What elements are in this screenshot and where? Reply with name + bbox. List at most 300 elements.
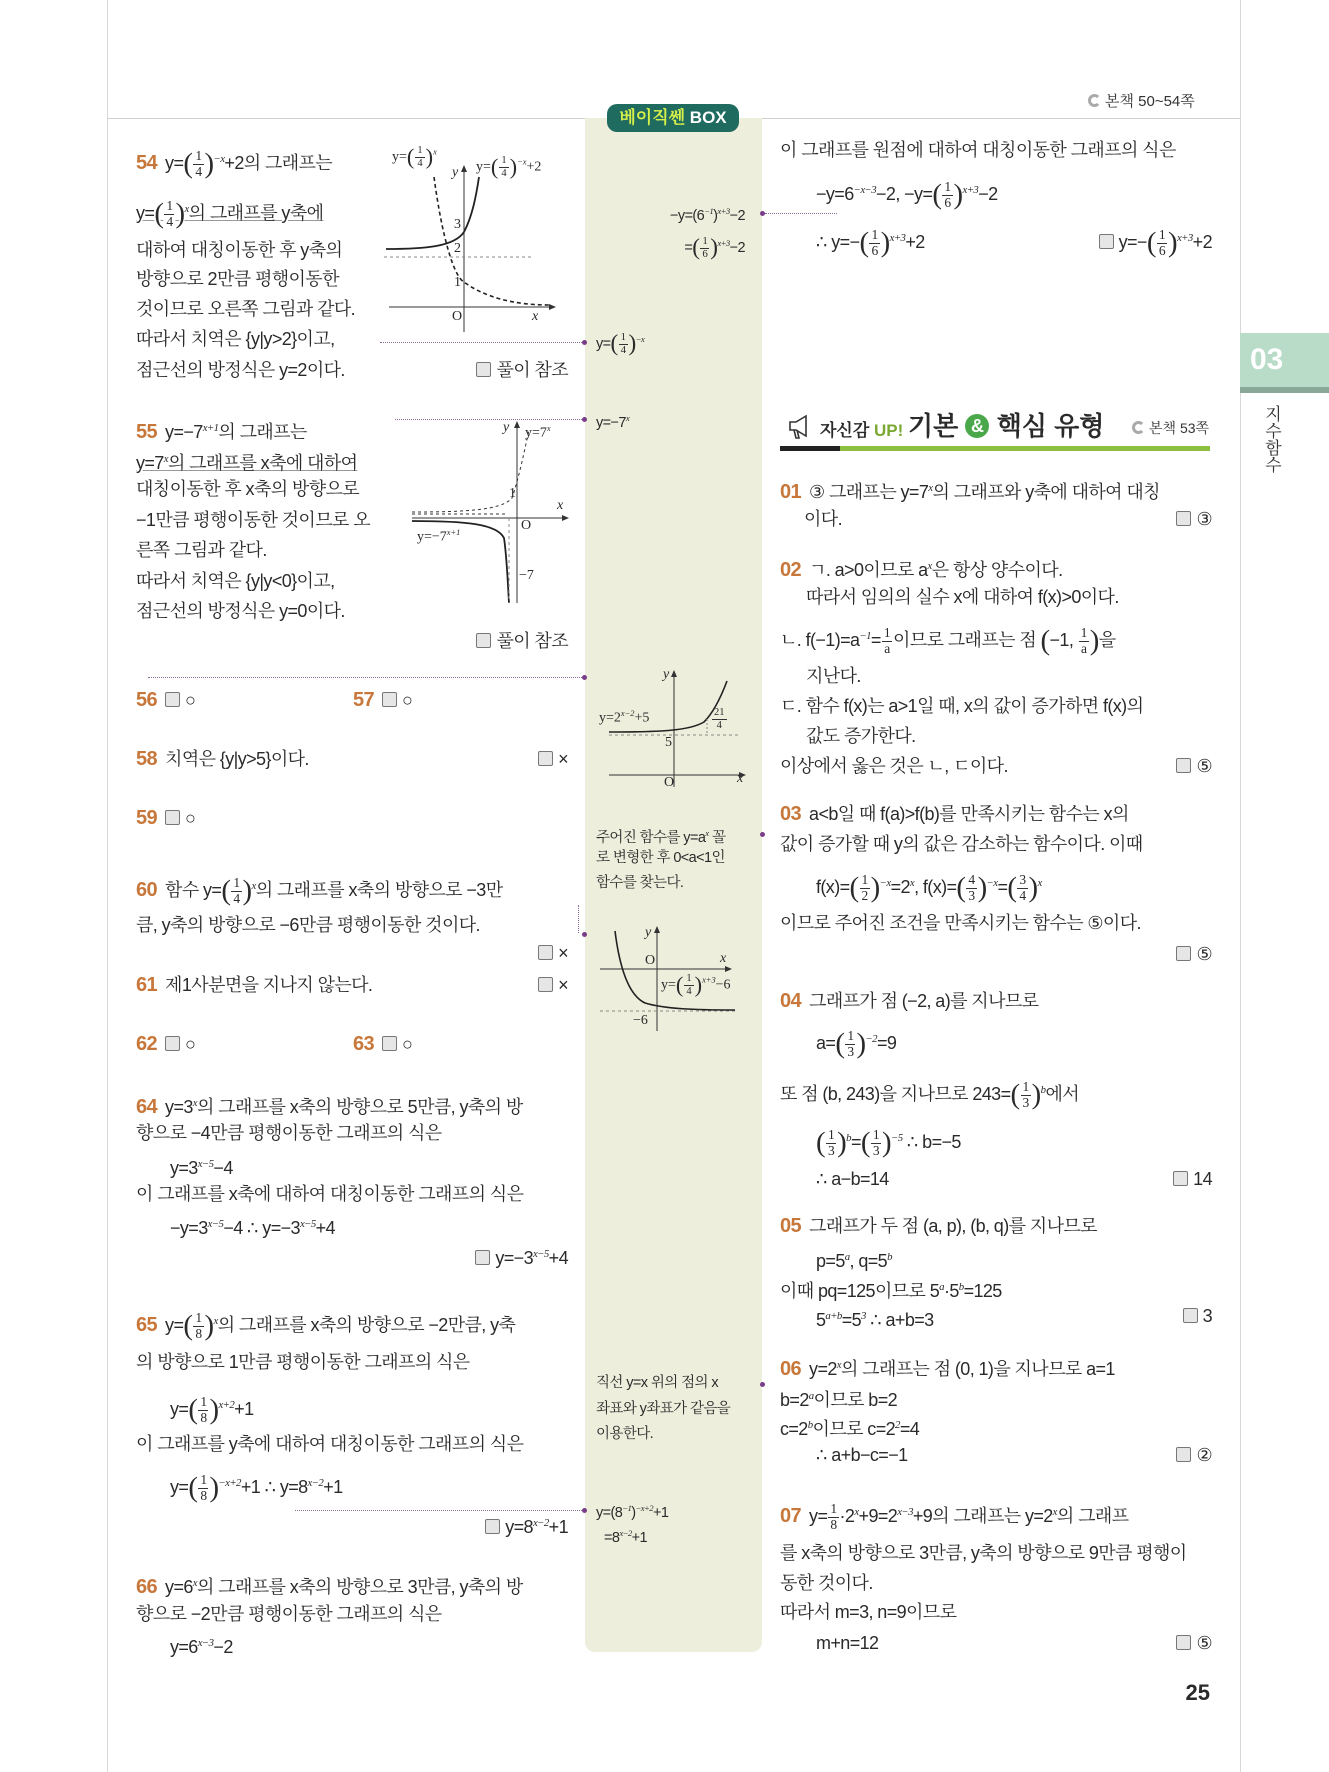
text: c=2 xyxy=(780,1419,808,1439)
exponent: x+3 xyxy=(717,238,730,248)
text: y= xyxy=(170,1477,189,1497)
denominator: 4 xyxy=(166,213,173,229)
text: 에서 xyxy=(1045,1084,1080,1104)
text: +2의 그래프는 xyxy=(224,153,333,173)
denominator: 4 xyxy=(417,157,423,169)
numerator: 1 xyxy=(871,226,878,242)
exponent: x−2 xyxy=(307,1477,324,1489)
text: +1 xyxy=(631,1529,647,1546)
denominator: 6 xyxy=(871,242,878,258)
answer-icon xyxy=(485,1519,500,1534)
text-line xyxy=(780,1274,1002,1304)
numerator: 1 xyxy=(620,330,626,343)
text-line xyxy=(780,1540,1187,1566)
text-line xyxy=(780,910,1141,936)
text: −2, −y= xyxy=(876,184,933,204)
text-line xyxy=(480,972,568,998)
text: ⑤ xyxy=(1196,756,1212,776)
problem-number: 02 xyxy=(780,559,802,581)
text-line xyxy=(417,528,460,546)
text-line xyxy=(170,1151,233,1181)
denominator: 6 xyxy=(1158,242,1165,258)
exponent: x−5 xyxy=(197,1158,214,1170)
text: 의 그래프를 x축의 방향으로 3만큼, y축의 방 xyxy=(196,1577,523,1597)
text: ③ xyxy=(1196,509,1212,529)
paren: ) xyxy=(694,972,703,998)
fraction xyxy=(193,1311,203,1342)
text: 값이 증가할 때 y의 값은 감소하는 함수이다. 이때 xyxy=(780,834,1143,854)
paren: ) xyxy=(1167,226,1177,259)
text: =125 xyxy=(963,1281,1002,1301)
text-line xyxy=(136,1120,442,1146)
text-line xyxy=(440,628,568,654)
fraction xyxy=(826,1128,836,1159)
text-line xyxy=(170,1392,253,1426)
exponent: x xyxy=(1052,1506,1057,1518)
paren: ( xyxy=(1146,226,1156,259)
problem-number: 05 xyxy=(780,1215,802,1237)
chapter-tab-bar xyxy=(1240,387,1329,393)
text: y= xyxy=(165,153,184,173)
text-line xyxy=(599,709,649,727)
text: , f(x)= xyxy=(914,877,957,897)
text-line xyxy=(136,326,335,352)
text: +1 ∴ y=8 xyxy=(240,1477,308,1497)
text: 은 항상 양수이다. xyxy=(931,560,1063,580)
graph-54: y=( $\frac{1}{4}$ )$^x$ y=( $\frac{1}{4}$ )$^{-x}$+2 y x O 1 2 3 xyxy=(384,147,569,342)
text-line xyxy=(780,1599,956,1625)
numerator: 1 xyxy=(417,145,423,156)
numerator: 1 xyxy=(702,234,708,247)
box-note-65 xyxy=(596,1497,668,1524)
text-line xyxy=(1120,753,1212,779)
exponent: x xyxy=(184,203,189,215)
problem-number: 04 xyxy=(780,990,802,1012)
text: ) xyxy=(713,207,718,224)
text-line xyxy=(596,1398,730,1420)
text-line xyxy=(596,847,725,869)
text-line xyxy=(780,475,1160,505)
text-line xyxy=(170,1211,335,1241)
exponent: −x+2 xyxy=(635,1503,653,1513)
fraction xyxy=(1021,1080,1031,1111)
paren: ) xyxy=(509,154,518,180)
text-line xyxy=(816,870,1042,904)
exponent: x xyxy=(705,828,709,838)
exponent: −x−3 xyxy=(853,184,877,196)
text: = xyxy=(997,877,1008,897)
text: −y=(6 xyxy=(670,207,705,224)
denominator: 8 xyxy=(200,1487,207,1503)
answer-icon xyxy=(538,945,553,960)
answer-icon xyxy=(165,1036,180,1051)
text: ○ xyxy=(402,690,413,710)
text: y=−3 xyxy=(495,1248,533,1268)
fraction xyxy=(845,1029,855,1060)
text-line xyxy=(596,872,683,894)
text-line xyxy=(170,1470,343,1504)
exponent: −5 xyxy=(891,1132,903,1144)
text-line xyxy=(596,1423,653,1445)
numerator: 1 xyxy=(1158,226,1165,242)
exponent: b xyxy=(846,1132,851,1144)
text: +4 xyxy=(315,1218,335,1238)
page-right-border xyxy=(1240,0,1241,1772)
text: =5 xyxy=(841,1310,862,1330)
denominator: 6 xyxy=(944,194,951,210)
answer-icon xyxy=(1176,1635,1191,1650)
exponent: −x xyxy=(517,157,527,167)
text: 이용한다. xyxy=(596,1426,654,1442)
numerator: 1 xyxy=(944,178,951,194)
denominator: 2 xyxy=(861,887,868,903)
text-line xyxy=(780,137,1176,163)
graph-55: $y=7^x$ $y=-7^{x+1}$ y x O 1 −7 xyxy=(407,418,572,608)
denominator: 4 xyxy=(686,985,692,997)
text: 의 그래프 xyxy=(1056,1506,1129,1526)
text: 제1사분면을 지나지 않는다. xyxy=(165,975,373,995)
text: y= xyxy=(392,149,407,165)
answer-icon xyxy=(476,362,491,377)
text-line xyxy=(1120,1442,1212,1468)
text: ∴ y=− xyxy=(816,232,860,252)
text: 따라서 치역은 {y|y>2}이고, xyxy=(136,329,335,349)
numerator: 1 xyxy=(501,155,507,166)
text: −2 xyxy=(729,207,745,224)
paren: ( xyxy=(183,147,193,180)
exponent: x+3 xyxy=(702,975,716,985)
answer-icon xyxy=(1176,758,1191,773)
box-graph-61: y=( $\frac{1}{4}$ )$^{x+3}$−6 −6 y x O xyxy=(595,921,760,1036)
text: ○ xyxy=(402,1034,413,1054)
text-line xyxy=(136,1349,470,1375)
text-line xyxy=(1120,1166,1212,1192)
text: ·2 xyxy=(839,1506,855,1526)
paren: ) xyxy=(628,330,636,357)
exponent: −2 xyxy=(865,1033,877,1045)
text-line xyxy=(816,1166,889,1192)
text-line xyxy=(806,584,1119,610)
text: ∴ a+b−c=−1 xyxy=(816,1445,908,1465)
text-line xyxy=(136,537,267,563)
paren: ( xyxy=(849,871,859,904)
text: 동한 것이다. xyxy=(780,1573,873,1593)
exponent: x xyxy=(192,1577,197,1589)
exponent: −x xyxy=(635,334,645,344)
text: ○ xyxy=(185,690,196,710)
text-line xyxy=(661,973,731,997)
text: +9=2 xyxy=(858,1506,898,1526)
text: 14 xyxy=(1193,1169,1212,1189)
numerator: 1 xyxy=(1080,624,1087,640)
text-line xyxy=(780,1499,1128,1533)
exponent: a xyxy=(808,1390,814,1402)
numerator: 4 xyxy=(968,871,975,887)
paren: ) xyxy=(953,178,963,211)
problem-number: 64 xyxy=(136,1096,158,1118)
fraction xyxy=(712,707,727,731)
text: 이 그래프를 y축에 대하여 대칭이동한 그래프의 식은 xyxy=(136,1434,524,1454)
text-line xyxy=(525,424,551,442)
text: +9의 그래프는 y=2 xyxy=(912,1506,1053,1526)
text: 른쪽 그림과 같다. xyxy=(136,540,267,560)
chapter-tab-number[interactable]: 03 xyxy=(1240,333,1329,387)
text: ⑤ xyxy=(1196,944,1212,964)
problem-number: 07 xyxy=(780,1505,802,1527)
ref-icon xyxy=(1088,94,1101,107)
text-line xyxy=(136,568,335,594)
text: =4 xyxy=(899,1419,920,1439)
text: y=3 xyxy=(165,1097,193,1117)
numerator: 1 xyxy=(195,1309,202,1325)
text: 이므로 그래프는 점 xyxy=(893,630,1041,650)
fraction xyxy=(882,626,892,657)
exponent: x+3 xyxy=(717,206,730,216)
denominator: 3 xyxy=(1022,1094,1029,1110)
text: −2 xyxy=(213,1637,233,1657)
fraction xyxy=(700,236,709,261)
text-line xyxy=(136,1181,523,1207)
exponent: x xyxy=(192,1097,197,1109)
problem-56 xyxy=(136,687,195,713)
text-line xyxy=(136,266,339,292)
text-line xyxy=(136,1308,515,1342)
text: +1 xyxy=(323,1477,343,1497)
problem-58 xyxy=(136,746,309,772)
numerator: 1 xyxy=(830,1500,837,1516)
text: y= xyxy=(476,159,491,175)
text: +2 xyxy=(1192,232,1212,252)
problem-number: 56 xyxy=(136,689,158,711)
paren: ( xyxy=(406,144,415,170)
text: y= xyxy=(170,1399,189,1419)
fraction xyxy=(1157,228,1167,259)
exponent: −1 xyxy=(704,206,714,216)
text-line xyxy=(711,707,728,731)
answer-icon xyxy=(165,692,180,707)
text: b=2 xyxy=(780,1390,809,1410)
text: −2 xyxy=(729,239,745,256)
text-line xyxy=(136,237,342,263)
text: 직선 y=x 위의 점의 x xyxy=(596,1375,718,1391)
text: ○ xyxy=(185,808,196,828)
text-line xyxy=(476,155,541,179)
text: 의 그래프와 y축에 대하여 대칭 xyxy=(932,482,1160,502)
answer-icon xyxy=(1099,234,1114,249)
text-line xyxy=(780,623,1116,657)
text: =9 xyxy=(876,1033,897,1053)
text: 3 xyxy=(1202,1306,1212,1326)
text: ) xyxy=(631,1504,636,1521)
denominator: 8 xyxy=(200,1409,207,1425)
text: 대칭이동한 후 x축의 방향으로 xyxy=(136,479,360,499)
text-line xyxy=(816,1026,896,1060)
page-number: 25 xyxy=(1185,1680,1210,1705)
numerator: 1 xyxy=(861,871,868,887)
header-page-ref: 본책 50~54쪽 xyxy=(1088,90,1195,111)
text-line xyxy=(1120,506,1212,532)
text-line xyxy=(480,746,568,772)
text: −4 xyxy=(213,1158,233,1178)
text: −4 ∴ y=−3 xyxy=(223,1218,300,1238)
exponent: x xyxy=(909,877,915,889)
text: ② xyxy=(1196,1445,1212,1465)
text: +1 xyxy=(234,1399,254,1419)
problem-number: 55 xyxy=(136,421,158,443)
problem-62 xyxy=(136,1031,195,1057)
text: y=2 xyxy=(599,710,621,726)
text-line xyxy=(136,476,359,502)
fraction xyxy=(164,199,174,230)
text: −1만큼 평행이동한 것이므로 오 xyxy=(136,510,370,530)
exponent: x xyxy=(1037,877,1042,889)
denominator: 8 xyxy=(830,1516,837,1532)
text: y= xyxy=(809,1506,828,1526)
text: 주어진 함수를 y=a xyxy=(596,829,706,846)
fraction xyxy=(860,873,870,904)
fraction xyxy=(231,876,241,907)
text: 향으로 −4만큼 평행이동한 그래프의 식은 xyxy=(136,1123,442,1143)
text: 이므로 b=2 xyxy=(813,1390,898,1410)
paren: ) xyxy=(837,1126,847,1159)
text: 이 그래프를 x축에 대하여 대칭이동한 그래프의 식은 xyxy=(136,1184,524,1204)
text: ∴ a+b=3 xyxy=(865,1310,934,1330)
text: = xyxy=(850,1132,861,1152)
paren: ( xyxy=(490,154,499,180)
denominator: 4 xyxy=(501,167,507,179)
text-line xyxy=(1120,941,1212,967)
text: 이다. xyxy=(804,509,842,529)
problem-number: 60 xyxy=(136,879,158,901)
box-note-60 xyxy=(596,822,725,849)
problem-number: 61 xyxy=(136,974,158,996)
text: 이므로 주어진 조건을 만족시키는 함수는 ⑤이다. xyxy=(780,913,1141,933)
text: −y=3 xyxy=(170,1218,208,1238)
text: 의 그래프를 x축에 대하여 xyxy=(167,453,358,473)
text: 그래프가 두 점 (a, p), (b, q)를 지나므로 xyxy=(809,1216,1097,1236)
paren: ) xyxy=(209,1471,219,1504)
text-line xyxy=(780,1213,1097,1239)
problem-number: 59 xyxy=(136,807,158,829)
fraction xyxy=(684,973,693,997)
text: ㄱ. a>0이므로 a xyxy=(809,560,928,580)
text: y=− xyxy=(1118,232,1147,252)
paren: ( xyxy=(932,178,942,211)
exponent: x xyxy=(927,560,932,572)
exponent: −x xyxy=(213,153,225,165)
paren: ) xyxy=(204,1309,214,1342)
text: , q=5 xyxy=(849,1251,888,1271)
exponent: x xyxy=(213,1315,218,1327)
text-line xyxy=(136,912,480,938)
exponent: b xyxy=(807,1419,813,1431)
text: y=7 xyxy=(136,453,164,473)
exponent: x+3 xyxy=(889,232,906,244)
text: a<b일 때 f(a)>f(b)를 만족시키는 함수는 x의 xyxy=(809,804,1129,824)
text: y=3 xyxy=(170,1158,198,1178)
text: 을 xyxy=(1098,630,1116,650)
text: 그래프가 점 (−2, a)를 지나므로 xyxy=(809,991,1039,1011)
numerator: 1 xyxy=(233,874,240,890)
text-line xyxy=(816,1630,878,1656)
text-line xyxy=(816,1125,961,1159)
text: −2 xyxy=(978,184,998,204)
exponent: x−5 xyxy=(207,1218,224,1230)
divider xyxy=(148,677,582,678)
text: y=−7 xyxy=(417,529,447,545)
text: 이므로 c=2 xyxy=(812,1419,896,1439)
paren: ( xyxy=(816,1126,825,1159)
exponent: x xyxy=(928,482,933,494)
exponent: x+1 xyxy=(446,528,461,537)
paren: ) xyxy=(204,147,214,180)
text-line xyxy=(590,232,745,260)
text: y= xyxy=(136,203,155,223)
exponent: x xyxy=(854,1506,859,1518)
numerator: 3 xyxy=(1019,871,1026,887)
answer-icon xyxy=(165,810,180,825)
text-line xyxy=(1010,225,1212,259)
text: +1 xyxy=(548,1517,568,1537)
text-line xyxy=(780,1570,873,1596)
problem-63 xyxy=(353,1031,412,1057)
text-line xyxy=(136,1570,523,1600)
text: +4 xyxy=(548,1248,568,1268)
answer-icon xyxy=(1173,1171,1188,1186)
text: 함수 y= xyxy=(165,880,222,900)
exponent: 2 xyxy=(895,1419,900,1431)
problem-57 xyxy=(353,687,412,713)
text-line xyxy=(136,296,355,322)
text-line xyxy=(136,1090,523,1120)
megaphone-icon xyxy=(786,414,814,440)
text: =8 xyxy=(604,1529,620,1546)
text: y=−7 xyxy=(596,414,626,431)
answer-icon xyxy=(1176,511,1191,526)
exponent: a+b xyxy=(825,1310,842,1322)
basic-box-badge: 베이직쎈 BOX xyxy=(607,104,739,132)
text: 의 그래프는 점 (0, 1)을 지나므로 a=1 xyxy=(840,1359,1115,1379)
text-line xyxy=(136,507,370,533)
text-line xyxy=(816,177,998,211)
text: ∴ a−b=14 xyxy=(816,1169,889,1189)
box-graph-56: $y=2^{x-2}+5$ $\frac{21}{4}$ 5 y x O xyxy=(599,667,754,792)
page-left-border xyxy=(107,0,108,1772)
text: × xyxy=(558,975,568,995)
exponent: x−2 xyxy=(620,709,635,718)
exponent: x xyxy=(433,147,437,157)
text-line xyxy=(816,1303,934,1333)
paren: ( xyxy=(188,1471,198,1504)
exponent: b xyxy=(887,1251,892,1263)
numerator: 1 xyxy=(1022,1078,1029,1094)
denominator: 6 xyxy=(702,247,708,260)
text-line xyxy=(816,225,925,259)
exponent: x xyxy=(546,424,551,433)
text: 의 그래프를 x축의 방향으로 −2만큼, y축 xyxy=(217,1315,516,1335)
denominator: a xyxy=(1081,640,1087,656)
problem-number: 54 xyxy=(136,152,158,174)
paren: ) xyxy=(1031,1078,1041,1111)
text-line xyxy=(780,753,1008,779)
text: 함수를 찾는다. xyxy=(596,875,684,891)
exponent: x−2 xyxy=(532,1517,549,1529)
paren: ( xyxy=(1040,624,1050,657)
exponent: a xyxy=(844,1251,850,1263)
fraction xyxy=(828,1502,838,1533)
fraction xyxy=(871,1128,881,1159)
text: 것이므로 오른쪽 그림과 같다. xyxy=(136,299,356,319)
